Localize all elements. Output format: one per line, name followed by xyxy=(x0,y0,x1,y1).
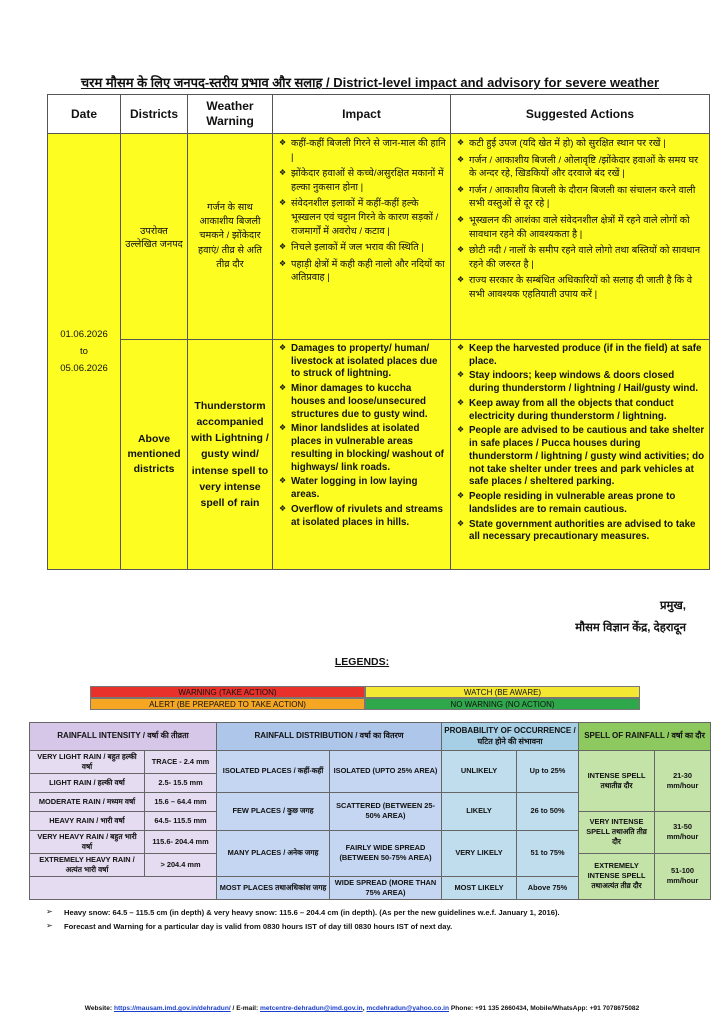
intensity-label: HEAVY RAIN / भारी वर्षा xyxy=(30,811,145,830)
impact-hindi-list xyxy=(273,134,450,290)
spell-label: INTENSE SPELL तथातीव्र दौर xyxy=(579,751,655,812)
legend-grid xyxy=(90,686,640,710)
districts-hindi: उपरोक्त उल्लेखित जनपद xyxy=(121,134,188,340)
list-item: ❖ Stay indoors; keep windows & doors closed during thunderstorm / lightning / Hail/gusty wind. xyxy=(457,370,705,395)
legend-no-warning: NO WARNING (NO ACTION) xyxy=(365,698,640,710)
intensity-value: 15.6 – 64.4 mm xyxy=(145,792,217,811)
advisory-table xyxy=(47,94,710,570)
probability-label: VERY LIKELY xyxy=(442,830,517,876)
footer-phone: Phone: +91 135 2660434, Mobile/WhatsApp: +91 7078675082 xyxy=(450,1005,640,1012)
header-rainfall-distribution: RAINFALL DISTRIBUTION / वर्षा का वितरण xyxy=(217,723,442,751)
list-item: ❖ राज्य सरकार के सम्बंधित अधिकारियों को सलाह दी जाती है कि वे सभी आवश्यक एहतियाती उपाय करें | xyxy=(457,274,705,301)
warning-english: Thunderstorm accompanied with Lightning / gusty wind/ intense spell to very intense spell of rain xyxy=(188,340,273,570)
advisory-header-row xyxy=(48,95,710,134)
advisory-row-english xyxy=(48,340,710,570)
advisory-row-hindi xyxy=(48,134,710,340)
header-probability: PROBABILITY OF OCCURRENCE / घटित होने की संभावना xyxy=(442,723,579,751)
footer xyxy=(0,1005,724,1012)
probability-value: 26 to 50% xyxy=(517,792,579,830)
note-heavy-snow: ➢ Heavy snow: 64.5 – 115.5 cm (in depth) & very heavy snow: 115.6 – 204.4 cm (in depth). (As per the new guidelines w.e.f. January 1, 2016). xyxy=(46,908,560,917)
distribution-label: MOST PLACES तथाअधिकांश जगह xyxy=(217,876,330,899)
list-item: ❖ गर्जन / आकाशीय बिजली / ओलावृष्टि /झोंकेदार हवाओं के समय घर के अन्दर रहे, खिडकियों और दरवाजे बंद रखें | xyxy=(457,154,705,181)
page-title: चरम मौसम के लिए जनपद-स्तरीय प्रभाव और सलाह / District-level impact and advisory for severe weather xyxy=(80,75,660,90)
list-item: ❖ Keep the harvested produce (if in the field) at safe place. xyxy=(457,343,705,368)
intensity-label: MODERATE RAIN / मध्यम वर्षा xyxy=(30,792,145,811)
intensity-value: 115.6- 204.4 mm xyxy=(145,830,217,853)
impact-english-cell xyxy=(273,340,451,570)
probability-label: UNLIKELY xyxy=(442,751,517,793)
distribution-label: MANY PLACES / अनेक जगह xyxy=(217,830,330,876)
districts-english: Above mentioned districts xyxy=(121,340,188,570)
note-forecast-validity: ➢ Forecast and Warning for a particular day is valid from 0830 hours IST of day till 0830 hours IST of next day. xyxy=(46,922,560,931)
list-item: ❖ झोंकेदार हवाओं से कच्चे/असुरक्षित मकानों में हल्का नुकसान होना | xyxy=(279,167,446,194)
intensity-value: > 204.4 mm xyxy=(145,853,217,876)
legend-alert: ALERT (BE PREPARED TO TAKE ACTION) xyxy=(90,698,365,710)
spell-value: 51-100 mm/hour xyxy=(655,853,711,899)
spell-value: 31-50 mm/hour xyxy=(655,811,711,853)
header-weather-warning: Weather Warning xyxy=(188,95,273,134)
warning-hindi: गर्जन के साथ आकाशीय बिजली चमकने / झोंकेदार हवाएं/ तीव्र से अति तीव्र दौर xyxy=(188,134,273,340)
list-item: ❖ People are advised to be cautious and take shelter in safe places / Pucca houses during thunderstorm / lightning / gusty wind activities; do not take shelter under trees and park vehicles at safe places / sheltered parking. xyxy=(457,425,705,489)
distribution-label: FEW PLACES / कुछ जगह xyxy=(217,792,330,830)
legend-watch: WATCH (BE AWARE) xyxy=(365,686,640,698)
list-item: ❖ गर्जन / आकाशीय बिजली के दौरान बिजली का संचालन करने वाली सभी वस्तुओं से दूर रहे | xyxy=(457,184,705,211)
rainfall-legend-table xyxy=(29,722,711,900)
distribution-label: ISOLATED PLACES / कहीं-कहीं xyxy=(217,751,330,793)
signature-title: प्रमुख, xyxy=(659,600,686,612)
date-to: 05.06.2026 xyxy=(60,363,108,375)
intensity-label: VERY HEAVY RAIN / बहुत भारी वर्षा xyxy=(30,830,145,853)
spell-label: EXTREMELY INTENSE SPELL तथाअत्यंत तीव्र दौर xyxy=(579,853,655,899)
intensity-value: TRACE - 2.4 mm xyxy=(145,751,217,774)
legend-warning: WARNING (TAKE ACTION) xyxy=(90,686,365,698)
list-item: ❖ People residing in vulnerable areas prone to landslides are to remain cautious. xyxy=(457,491,705,516)
date-range-cell xyxy=(48,134,121,570)
spell-value: 21-30 mm/hour xyxy=(655,751,711,812)
actions-hindi-cell xyxy=(451,134,710,340)
distribution-value: ISOLATED (UPTO 25% AREA) xyxy=(330,751,442,793)
probability-value: 51 to 75% xyxy=(517,830,579,876)
list-item: ❖ कहीं-कहीं बिजली गिरने से जान-माल की हानि | xyxy=(279,137,446,164)
probability-value: Above 75% xyxy=(517,876,579,899)
intensity-label: LIGHT RAIN / हल्की वर्षा xyxy=(30,773,145,792)
intensity-label: VERY LIGHT RAIN / बहुत हल्की वर्षा xyxy=(30,751,145,774)
list-item: ❖ Keep away from all the objects that conduct electricity during thunderstorm / lightning. xyxy=(457,398,705,423)
list-item: ❖ Minor damages to kuccha houses and loose/unsecured structures due to gusty wind. xyxy=(279,383,446,421)
table-row xyxy=(30,751,711,774)
spell-label: VERY INTENSE SPELL तथाअति तीव्र दौर xyxy=(579,811,655,853)
actions-english-list xyxy=(451,340,709,548)
date-to-label: to xyxy=(80,345,88,357)
list-item: ❖ State government authorities are advised to take all necessary precautionary measures. xyxy=(457,519,705,544)
distribution-value: FAIRLY WIDE SPREAD (BETWEEN 50-75% AREA) xyxy=(330,830,442,876)
list-item: ❖ निचले इलाकों में जल भराव की स्थिति | xyxy=(279,241,446,255)
intensity-value: 2.5- 15.5 mm xyxy=(145,773,217,792)
list-item: ❖ Water logging in low laying areas. xyxy=(279,476,446,501)
signature-office: मौसम विज्ञान केंद्र, देहरादून xyxy=(575,622,686,634)
header-date: Date xyxy=(48,95,121,134)
list-item: ❖ Damages to property/ human/ livestock at isolated places due to struck of lightning. xyxy=(279,343,446,381)
list-item: ❖ छोटी नदी / नालों के समीप रहने वाले लोगो तथा बस्तियों को सावधान रहने की जरुरत है | xyxy=(457,244,705,271)
website-link[interactable]: https://mausam.imd.gov.in/dehradun/ xyxy=(113,1005,231,1012)
list-item: ❖ Minor landslides at isolated places in vulnerable areas resulting in blocking/ washout of highways/ link roads. xyxy=(279,423,446,474)
header-impact: Impact xyxy=(273,95,451,134)
impact-hindi-cell xyxy=(273,134,451,340)
header-districts: Districts xyxy=(121,95,188,134)
actions-english-cell xyxy=(451,340,710,570)
probability-value: Up to 25% xyxy=(517,751,579,793)
intensity-value: 64.5- 115.5 mm xyxy=(145,811,217,830)
email-link-yahoo[interactable]: mcdehradun@yahoo.co.in xyxy=(366,1005,450,1012)
impact-english-list xyxy=(273,340,450,533)
footer-website-label: Website: xyxy=(84,1005,113,1012)
footer-email-label: / E-mail: xyxy=(232,1005,259,1012)
list-item: ❖ संवेदनशील इलाकों में कहीं-कहीं हल्के भूस्खलन एवं चट्टान गिरने के कारण सड़कों / राजमार्गों में अवरोध / कटाव | xyxy=(279,197,446,238)
actions-hindi-list xyxy=(451,134,709,307)
header-spell: SPELL OF RAINFALL / वर्षा का दौर xyxy=(579,723,711,751)
distribution-value: WIDE SPREAD (MORE THAN 75% AREA) xyxy=(330,876,442,899)
list-item: ❖ Overflow of rivulets and streams at isolated places in hills. xyxy=(279,504,446,529)
email-link-metcentre[interactable]: metcentre-dehradun@imd.gov.in xyxy=(260,1005,363,1012)
distribution-value: SCATTERED (BETWEEN 25-50% AREA) xyxy=(330,792,442,830)
probability-label: MOST LIKELY xyxy=(442,876,517,899)
probability-label: LIKELY xyxy=(442,792,517,830)
intensity-empty xyxy=(30,876,217,899)
notes xyxy=(46,908,560,936)
date-from: 01.06.2026 xyxy=(60,328,108,340)
list-item: ❖ पहाड़ी क्षेत्रों में कही कही नालो और नदियों का अतिप्रवाह | xyxy=(279,258,446,285)
legends-title: LEGENDS: xyxy=(334,656,390,668)
list-item: ❖ कटी हुई उपज (यदि खेत में हो) को सुरक्षित स्थान पर रखें | xyxy=(457,137,705,151)
list-item: ❖ भूस्खलन की आशंका वाले संवेदनशील क्षेत्रों में रहने वाले लोगों को सावधान रहने की आवश्यकता है | xyxy=(457,214,705,241)
intensity-label: EXTREMELY HEAVY RAIN / अत्यंत भारी वर्षा xyxy=(30,853,145,876)
header-suggested-actions: Suggested Actions xyxy=(451,95,710,134)
footer-email-separator: , xyxy=(362,1005,365,1012)
header-rainfall-intensity: RAINFALL INTENSITY / वर्षा की तीव्रता xyxy=(30,723,217,751)
